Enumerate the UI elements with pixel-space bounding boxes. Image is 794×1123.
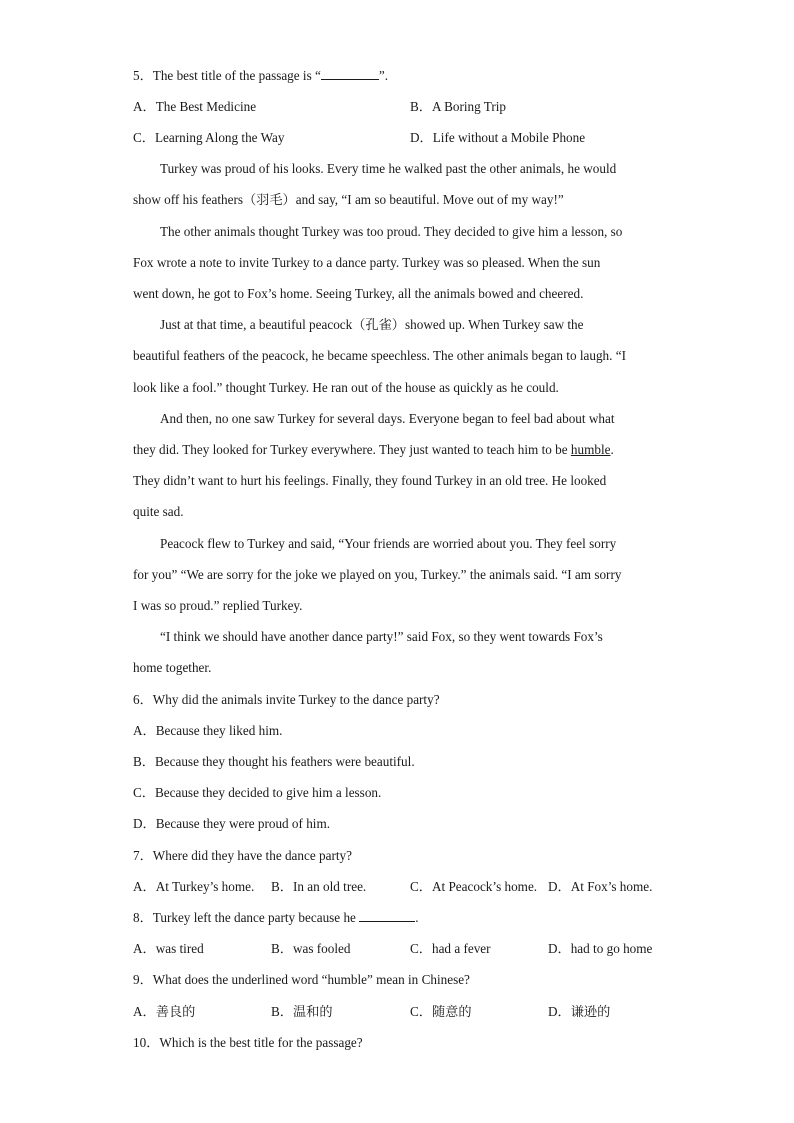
passage-line: Turkey was proud of his looks. Every time he walked past the other animals, he would — [160, 161, 617, 176]
question-6-option-d: D．Because they were proud of him. — [133, 816, 331, 831]
question-5-option-d: D．Life without a Mobile Phone — [410, 130, 586, 145]
question-9-option-c: C．随意的 — [410, 1004, 472, 1019]
question-8-stem: 8．Turkey left the dance party because he . — [133, 910, 419, 925]
passage-line: look like a fool.” thought Turkey. He ran out of the house as quickly as he could. — [133, 380, 559, 395]
question-6-option-c: C．Because they decided to give him a lesson. — [133, 785, 382, 800]
passage-line: beautiful feathers of the peacock, he became speechless. The other animals began to laugh. “I — [133, 348, 626, 363]
passage-line: They didn’t want to hurt his feelings. Finally, they found Turkey in an old tree. He looked — [133, 473, 607, 488]
passage-line: show off his feathers（羽毛）and say, “I am so beautiful. Move out of my way!” — [133, 192, 564, 207]
passage-line: The other animals thought Turkey was too proud. They decided to give him a lesson, so — [160, 224, 623, 239]
question-7-option-b: B．In an old tree. — [271, 879, 367, 894]
passage-line: quite sad. — [133, 504, 184, 519]
question-8-option-c: C．had a fever — [410, 941, 491, 956]
question-6-option-a: A．Because they liked him. — [133, 723, 283, 738]
question-7-stem: 7．Where did they have the dance party? — [133, 848, 352, 863]
question-5-stem: 5．The best title of the passage is “ ”. — [133, 68, 389, 83]
passage-line: Peacock flew to Turkey and said, “Your friends are worried about you. They feel sorry — [160, 536, 617, 551]
passage-line: they did. They looked for Turkey everywhere. They just wanted to teach him to be humble. — [133, 442, 614, 457]
underlined-word-humble: humble — [570, 442, 611, 457]
answer-blank — [321, 67, 379, 80]
question-9-option-b: B．温和的 — [271, 1004, 333, 1019]
question-7-option-a: A．At Turkey’s home. — [133, 879, 255, 894]
question-9-stem: 9．What does the underlined word “humble” mean in Chinese? — [133, 972, 470, 987]
question-5-option-a: A．The Best Medicine — [133, 99, 257, 114]
passage-line: “I think we should have another dance party!” said Fox, so they went towards Fox’s — [160, 629, 603, 644]
question-7-option-d: D．At Fox’s home. — [548, 879, 653, 894]
question-6-stem: 6．Why did the animals invite Turkey to the dance party? — [133, 692, 440, 707]
question-8-option-d: D．had to go home — [548, 941, 653, 956]
passage-line: home together. — [133, 660, 212, 675]
question-5-option-b: B．A Boring Trip — [410, 99, 507, 114]
passage-line: went down, he got to Fox’s home. Seeing Turkey, all the animals bowed and cheered. — [133, 286, 584, 301]
question-7-option-c: C．At Peacock’s home. — [410, 879, 538, 894]
passage-line: Just at that time, a beautiful peacock（孔雀）showed up. When Turkey saw the — [160, 317, 584, 332]
question-8-option-b: B．was fooled — [271, 941, 351, 956]
question-10-stem: 10．Which is the best title for the passage? — [133, 1035, 363, 1050]
passage-line: Fox wrote a note to invite Turkey to a dance party. Turkey was so pleased. When the sun — [133, 255, 601, 270]
question-5-option-c: C．Learning Along the Way — [133, 130, 285, 145]
question-8-option-a: A．was tired — [133, 941, 204, 956]
passage-line: for you” “We are sorry for the joke we played on you, Turkey.” the animals said. “I am sorry — [133, 567, 622, 582]
question-9-option-a: A．善良的 — [133, 1004, 196, 1019]
answer-blank — [359, 909, 415, 922]
passage-line: And then, no one saw Turkey for several days. Everyone began to feel bad about what — [160, 411, 615, 426]
question-6-option-b: B．Because they thought his feathers were beautiful. — [133, 754, 415, 769]
question-9-option-d: D．谦逊的 — [548, 1004, 611, 1019]
passage-line: I was so proud.” replied Turkey. — [133, 598, 303, 613]
